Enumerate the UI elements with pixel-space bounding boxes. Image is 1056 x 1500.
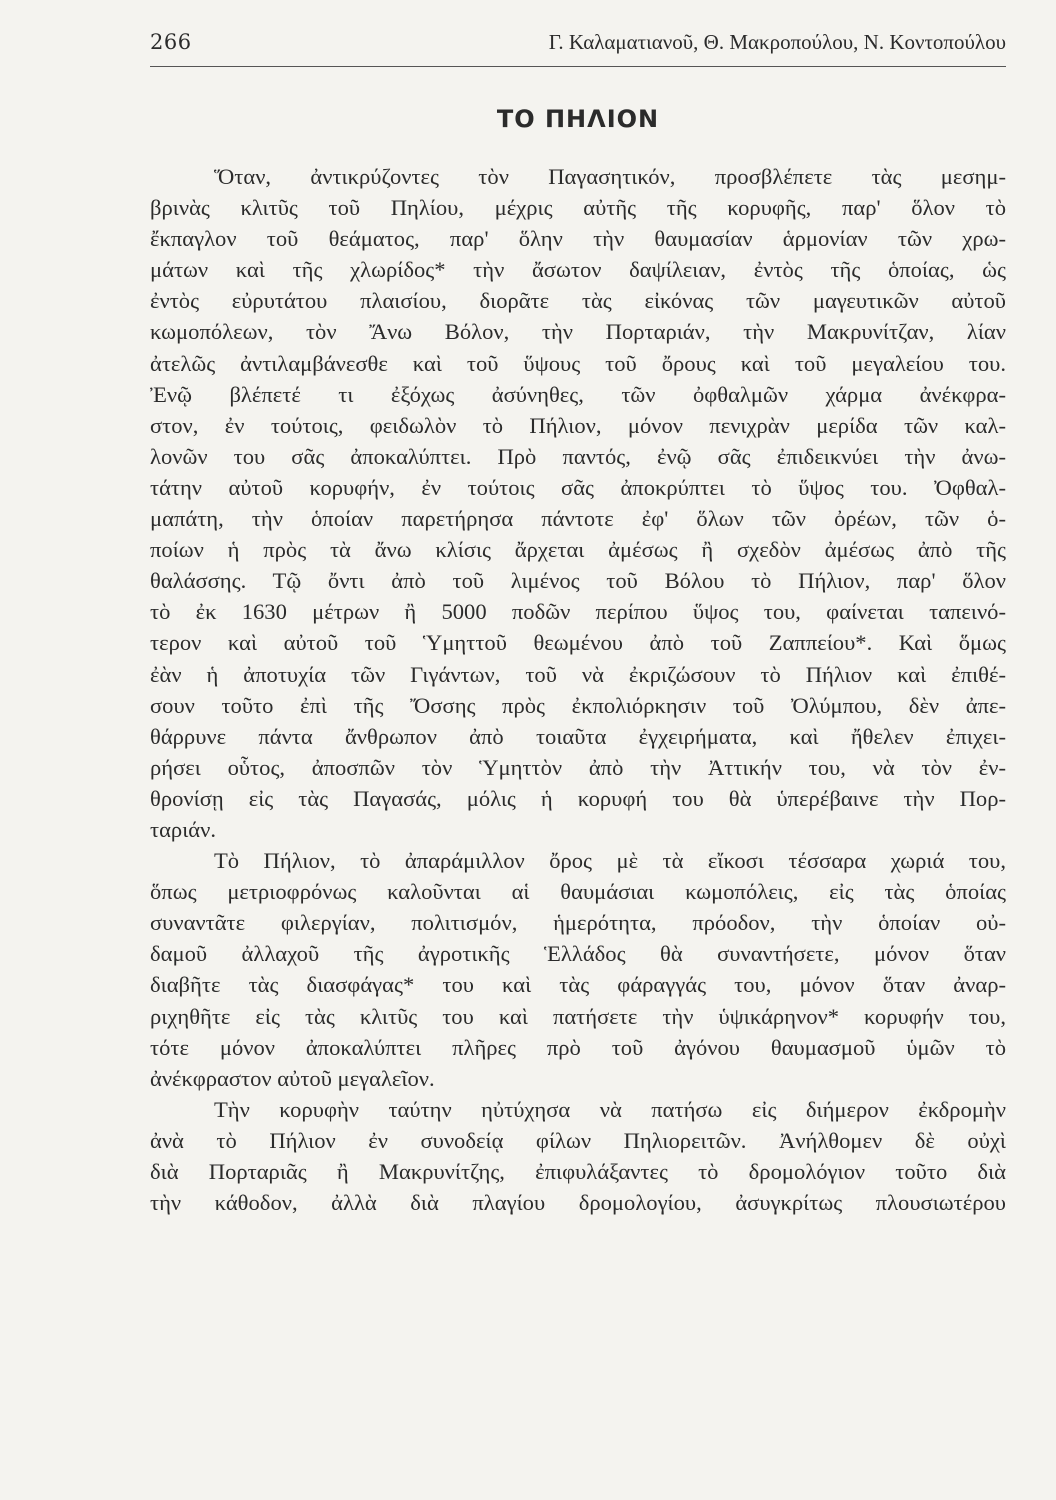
text-line: ἀνέκφραστον αὐτοῦ μεγαλεῖον. (150, 1065, 435, 1091)
text-line: τὸ ἐκ 1630 μέτρων ἢ 5000 ποδῶν περίπου ὕψος του, φαίνεται ταπεινό- (150, 599, 1006, 625)
text-line: μάτων καὶ τῆς χλωρίδος* τὴν ἄσωτον δαψίλειαν, ἐντὸς τῆς ὁποίας, ὡς (150, 257, 1006, 283)
book-page (150, 28, 1006, 1218)
text-line: Ἐνῷ βλέπετέ τι ἐξόχως ἀσύνηθες, τῶν ὀφθαλμῶν χάρμα ἀνέκφρα- (150, 381, 1006, 407)
text-line: ριχηθῆτε εἰς τὰς κλιτῦς του καὶ πατήσετε τὴν ὑψικάρηνον* κορυφήν του, (150, 1003, 1006, 1029)
text-line: θρονίσῃ εἰς τὰς Παγασάς, μόλις ἡ κορυφή του θὰ ὑπερέβαινε τὴν Πορ- (150, 785, 1006, 811)
text-line: Ὅταν, ἀντικρύζοντες τὸν Παγασητικόν, προσβλέπετε τὰς μεσημ- (214, 164, 1006, 189)
text-line: διαβῆτε τὰς διασφάγας* του καὶ τὰς φάραγγάς του, μόνον ὅταν ἀναρ- (150, 972, 1006, 998)
text-line: ὅπως μετριοφρόνως καλοῦνται αἱ θαυμάσιαι κωμοπόλεις, εἰς τὰς ὁποίας (150, 879, 1006, 905)
text-line: τότε μόνον ἀποκαλύπτει πλῆρες πρὸ τοῦ ἀγόνου θαυμασμοῦ ὑμῶν τὸ (150, 1034, 1006, 1060)
running-head-authors: Γ. Καλαματιανοῦ, Θ. Μακροπούλου, Ν. Κοντοπούλου (548, 30, 1006, 54)
text-line: Τὴν κορυφὴν ταύτην ηὐτύχησα νὰ πατήσω εἰς διήμερον ἐκδρομὴν (214, 1096, 1006, 1122)
text-line: ρήσει οὗτος, ἀποσπῶν τὸν Ὑμηττὸν ἀπὸ τὴν Ἀττικήν του, νὰ τὸν ἐν- (150, 754, 1006, 780)
article-body (150, 161, 1006, 1218)
text-line: ἀτελῶς ἀντιλαμβάνεσθε καὶ τοῦ ὕψους τοῦ ὄρους καὶ τοῦ μεγαλείου του. (150, 350, 1006, 376)
text-line: δαμοῦ ἀλλαχοῦ τῆς ἀγροτικῆς Ἑλλάδος θὰ συναντήσετε, μόνον ὅταν (150, 941, 1006, 967)
text-line: τὴν κάθοδον, ἀλλὰ διὰ πλαγίου δρομολογίου, ἀσυγκρίτως πλουσιωτέρου (150, 1190, 1006, 1216)
running-head (150, 28, 1006, 67)
text-line: θαλάσσης. Τῷ ὄντι ἀπὸ τοῦ λιμένος τοῦ Βόλου τὸ Πήλιον, παρ' ὅλον (150, 568, 1006, 594)
text-line: ταριάν. (150, 816, 216, 842)
text-line: κωμοπόλεων, τὸν Ἄνω Βόλον, τὴν Πορταριάν, τὴν Μακρυνίτζαν, λίαν (150, 319, 1006, 345)
text-line: μαπάτη, τὴν ὁποίαν παρετήρησα πάντοτε ἐφ' ὅλων τῶν ὀρέων, τῶν ὁ- (150, 506, 1006, 532)
article-title: ΤΟ ΠΗΛΙΟΝ (496, 105, 660, 133)
text-line: θάρρυνε πάντα ἄνθρωπον ἀπὸ τοιαῦτα ἐγχειρήματα, καὶ ἤθελεν ἐπιχει- (150, 723, 1006, 749)
text-line: Τὸ Πήλιον, τὸ ἀπαράμιλλον ὄρος μὲ τὰ εἴκοσι τέσσαρα χωριά του, (214, 848, 1006, 874)
text-line: λονῶν του σᾶς ἀποκαλύπτει. Πρὸ παντός, ἐνῷ σᾶς ἐπιδεικνύει τὴν ἀνω- (150, 443, 1006, 469)
text-line: σουν τοῦτο ἐπὶ τῆς Ὄσσης πρὸς ἐκπολιόρκησιν τοῦ Ὀλύμπου, δὲν ἀπε- (150, 692, 1006, 718)
text-line: στον, ἐν τούτοις, φειδωλὸν τὸ Πήλιον, μόνον πενιχρὰν μερίδα τῶν καλ- (150, 412, 1006, 438)
text-line: ἀνὰ τὸ Πήλιον ἐν συνοδείᾳ φίλων Πηλιορειτῶν. Ἀνήλθομεν δὲ οὐχὶ (150, 1127, 1006, 1153)
text-line: ἔκπαγλον τοῦ θεάματος, παρ' ὅλην τὴν θαυμασίαν ἁρμονίαν τῶν χρω- (150, 226, 1006, 252)
text-line: διὰ Πορταριᾶς ἢ Μακρυνίτζης, ἐπιφυλάξαντες τὸ δρομολόγιον τοῦτο διὰ (150, 1159, 1006, 1184)
page-number: 266 (150, 30, 192, 54)
text-line: ποίων ἡ πρὸς τὰ ἄνω κλίσις ἄρχεται ἀμέσως ἢ σχεδὸν ἀμέσως ἀπὸ τῆς (150, 537, 1006, 563)
text-line: συναντᾶτε φιλεργίαν, πολιτισμόν, ἡμερότητα, πρόοδον, τὴν ὁποίαν οὐ- (150, 910, 1006, 936)
text-line: βρινὰς κλιτῦς τοῦ Πηλίου, μέχρις αὐτῆς τῆς κορυφῆς, παρ' ὅλον τὸ (150, 195, 1006, 221)
text-line: ἐὰν ἡ ἀποτυχία τῶν Γιγάντων, τοῦ νὰ ἐκριζώσουν τὸ Πήλιον καὶ ἐπιθέ- (150, 661, 1006, 687)
text-line: τάτην αὐτοῦ κορυφήν, ἐν τούτοις σᾶς ἀποκρύπτει τὸ ὕψος του. Ὀφθαλ- (150, 474, 1006, 500)
text-line: τερον καὶ αὐτοῦ τοῦ Ὑμηττοῦ θεωμένου ἀπὸ τοῦ Ζαππείου*. Καὶ ὅμως (150, 630, 1006, 656)
text-line: ἐντὸς εὐρυτάτου πλαισίου, διορᾶτε τὰς εἰκόνας τῶν μαγευτικῶν αὐτοῦ (150, 288, 1006, 314)
